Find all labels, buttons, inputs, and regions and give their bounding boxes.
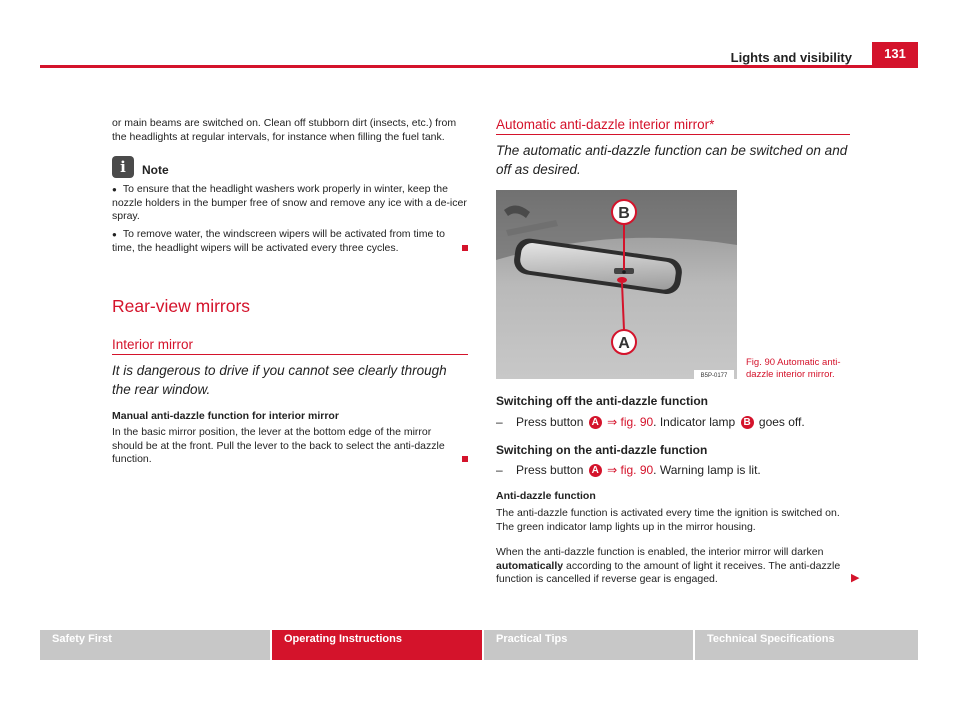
end-mark bbox=[462, 245, 468, 251]
bullet-glyph: ● bbox=[112, 185, 117, 194]
function-text-part: according to the amount of light it receives. The anti-dazzle function is cancelled if reverse gear is engaged. bbox=[496, 559, 841, 585]
subsection-rule bbox=[112, 354, 468, 355]
note-bullet-text: To ensure that the headlight washers work properly in winter, keep the nozzle holders in the bumper free of snow and remove any ice with a de-icer spray. bbox=[112, 183, 467, 222]
manual-heading: Manual anti-dazzle function for interior mirror bbox=[112, 410, 339, 422]
footer-tab-operating-instructions[interactable]: Operating Instructions bbox=[272, 630, 482, 660]
switch-on-step bbox=[496, 462, 856, 478]
note-bullet-1 bbox=[112, 183, 468, 224]
bullet-glyph: ● bbox=[112, 230, 117, 239]
step-dash: – bbox=[496, 415, 503, 429]
step-text: . Warning lamp is lit. bbox=[653, 463, 761, 477]
note-icon: i bbox=[112, 156, 134, 178]
note-bullet-text: To remove water, the windscreen wipers will be activated from time to time, the headlight wipers will be activated every three cycles. bbox=[112, 228, 445, 254]
step-text: Press button bbox=[516, 463, 584, 477]
step-dash: – bbox=[496, 463, 503, 477]
manual-text: In the basic mirror position, the lever at the bottom edge of the mirror should be at the front. Pull the lever to the back to select the anti-dazzle function. bbox=[112, 426, 445, 465]
right-title-rule bbox=[496, 134, 850, 135]
figure-code: B5P-0177 bbox=[700, 373, 728, 379]
function-text-2 bbox=[496, 546, 852, 587]
header-rule bbox=[40, 65, 918, 68]
fig-reference-link[interactable]: ⇒ fig. 90 bbox=[607, 463, 654, 477]
figure-label-b: B bbox=[618, 205, 630, 222]
step-text: goes off. bbox=[758, 415, 805, 429]
footer-tab-safety-first[interactable]: Safety First bbox=[40, 630, 270, 660]
right-lead: The automatic anti-dazzle function can be switched on and off as desired. bbox=[496, 143, 848, 177]
continue-arrow-icon: ▶ bbox=[851, 572, 860, 584]
function-text: The anti-dazzle function is activated every time the ignition is switched on. The green indicator lamp lights up in the mirror housing. bbox=[496, 507, 840, 533]
function-text-bold: automatically bbox=[496, 559, 564, 572]
fig-reference-link[interactable]: ⇒ fig. 90 bbox=[607, 415, 654, 429]
page-number: 131 bbox=[872, 42, 918, 65]
footer-tab-practical-tips[interactable]: Practical Tips bbox=[484, 630, 693, 660]
section-title: Rear-view mirrors bbox=[112, 296, 251, 316]
step-text: . Indicator lamp bbox=[653, 415, 736, 429]
function-heading: Anti-dazzle function bbox=[496, 490, 596, 502]
note-bullet-2 bbox=[112, 228, 468, 255]
lead-warning: It is dangerous to drive if you cannot see clearly through the rear window. bbox=[112, 363, 447, 397]
function-text-part: When the anti-dazzle function is enabled, the interior mirror will darken bbox=[496, 546, 824, 558]
button-a-badge: A bbox=[589, 416, 602, 429]
switch-on-heading: Switching on the anti-dazzle function bbox=[496, 443, 708, 457]
intro-paragraph: or main beams are switched on. Clean off stubborn dirt (insects, etc.) from the headlights at regular intervals, for instance when filling the fuel tank. bbox=[112, 117, 457, 143]
switch-off-heading: Switching off the anti-dazzle function bbox=[496, 394, 708, 408]
right-section-title: Automatic anti-dazzle interior mirror* bbox=[496, 117, 715, 132]
lamp-b-badge: B bbox=[741, 416, 754, 429]
figure-caption: Fig. 90 Automatic anti-dazzle interior mirror. bbox=[746, 357, 841, 380]
figure-label-a: A bbox=[618, 335, 630, 352]
step-text: Press button bbox=[516, 415, 584, 429]
footer-tab-technical-specifications[interactable]: Technical Specifications bbox=[695, 630, 918, 660]
switch-off-step bbox=[496, 414, 856, 430]
subsection-title: Interior mirror bbox=[112, 337, 194, 352]
note-title: Note bbox=[142, 163, 169, 177]
chapter-title: Lights and visibility bbox=[730, 50, 852, 65]
button-a-badge: A bbox=[589, 464, 602, 477]
mirror-figure bbox=[496, 190, 737, 379]
end-mark bbox=[462, 456, 468, 462]
